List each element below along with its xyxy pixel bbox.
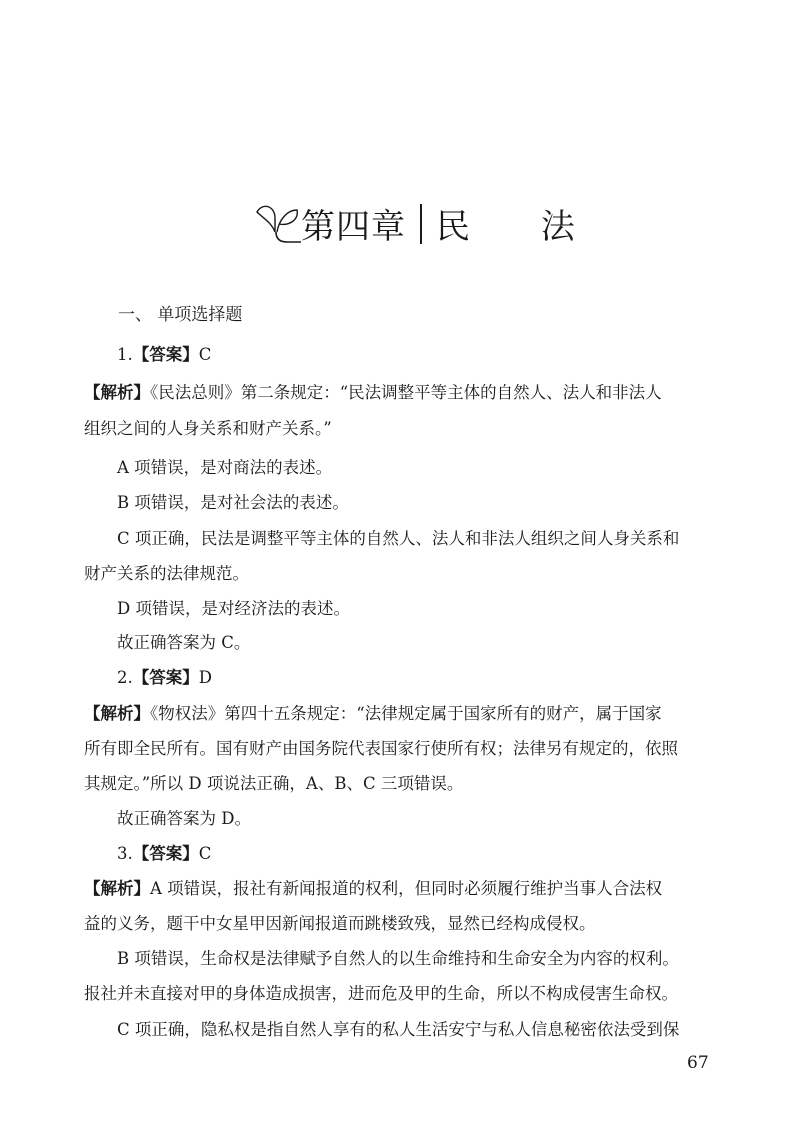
text-line: 组织之间的人身关系和财产关系。”: [84, 419, 332, 438]
answer-line: 1.【答案】C: [117, 345, 212, 364]
text-line: A 项错误，是对商法的表述。: [117, 458, 333, 477]
label-tag: 【答案】: [132, 844, 199, 863]
analysis-line: 【解析】A 项错误，报社有新闻报道的权利，但同时必须履行维护当事人合法权: [84, 879, 663, 898]
section-heading: 一、 单项选择题: [118, 305, 243, 325]
text-line: C 项正确，隐私权是指自然人享有的私人生活安宁与私人信息秘密依法受到保: [117, 1020, 680, 1039]
text-line: 益的义务，题干中女星甲因新闻报道而跳楼致残，显然已经构成侵权。: [84, 914, 596, 933]
analysis-line: 【解析】《民法总则》第二条规定：“民法调整平等主体的自然人、法人和非法人: [84, 383, 662, 402]
sprout-icon: [253, 192, 303, 252]
text-line: B 项错误，生命权是法律赋予自然人的以生命维持和生命安全为内容的权利。: [117, 949, 679, 968]
text-line: 所有即全民所有。国有财产由国务院代表国家行使所有权；法律另有规定的，依照: [84, 739, 678, 758]
conclusion-line: 故正确答案为 D。: [117, 809, 251, 828]
chapter-heading: [301, 204, 605, 249]
chapter-number: 第四章: [301, 207, 406, 247]
label-tag: 【解析】: [84, 383, 150, 402]
text-line: D 项错误，是对经济法的表述。: [117, 599, 350, 618]
text-line: 其规定。”所以 D 项说法正确，A、B、C 三项错误。: [84, 774, 464, 793]
text-line: 报社并未直接对甲的身体造成损害，进而危及甲的生命，所以不构成侵害生命权。: [84, 984, 678, 1003]
label-tag: 【解析】: [84, 704, 150, 723]
label-tag: 【解析】: [84, 879, 150, 898]
text-line: 财产关系的法律规范。: [84, 564, 249, 583]
label-tag: 【答案】: [132, 345, 199, 364]
chapter-name: 民 法: [436, 207, 605, 247]
answer-line: 3.【答案】C: [117, 844, 212, 863]
page-number: 67: [687, 1053, 709, 1073]
chapter-title: [253, 192, 605, 262]
text-line: B 项错误，是对社会法的表述。: [117, 493, 349, 512]
answer-line: 2.【答案】D: [117, 668, 212, 687]
text-line: C 项正确，民法是调整平等主体的自然人、法人和非法人组织之间人身关系和: [117, 529, 680, 548]
label-tag: 【答案】: [132, 668, 199, 687]
chapter-divider: [420, 204, 422, 244]
analysis-line: 【解析】《物权法》第四十五条规定：“法律规定属于国家所有的财产，属于国家: [84, 704, 662, 723]
conclusion-line: 故正确答案为 C。: [117, 633, 251, 652]
